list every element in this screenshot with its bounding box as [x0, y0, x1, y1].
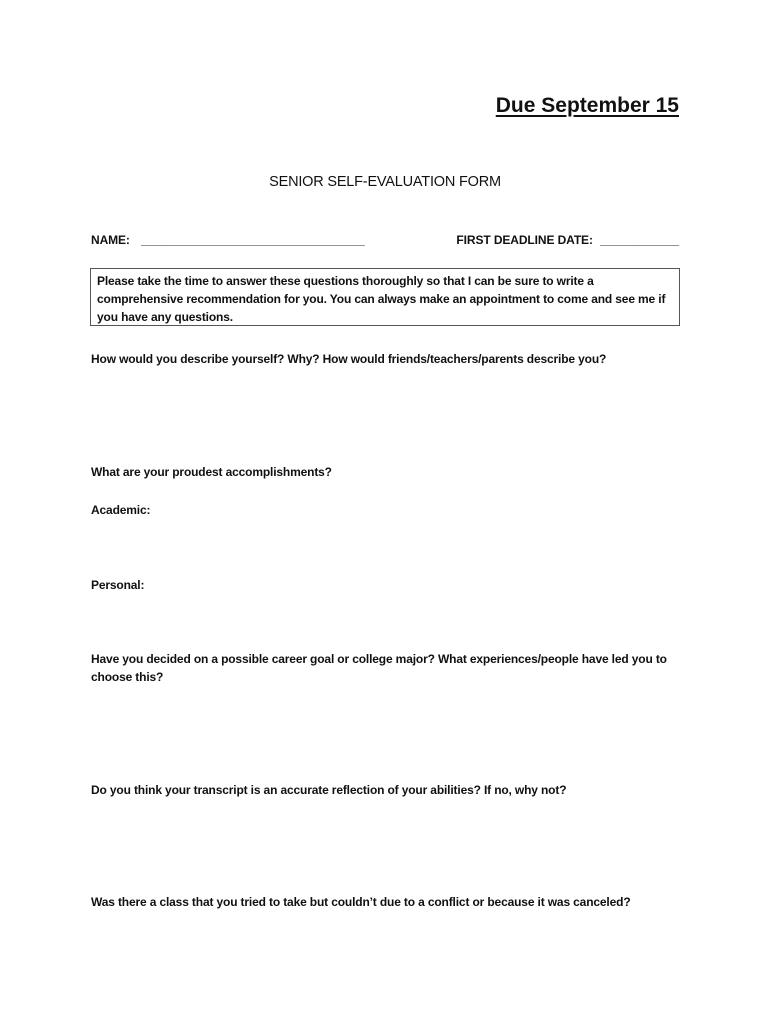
question-describe: How would you describe yourself? Why? How would friends/teachers/parents describe you?	[91, 352, 607, 366]
name-blank: __________________________________	[141, 233, 365, 247]
question-accomplishments: What are your proudest accomplishments?	[91, 465, 332, 479]
instructions-box: Please take the time to answer these questions thoroughly so that I can be sure to write a comprehensive recommendation for you. You can always make an appointment to come and see me if you have any questions.	[90, 268, 680, 326]
question-career: Have you decided on a possible career goal or college major? What experiences/people have led you to choose this?	[91, 652, 667, 684]
name-field	[91, 233, 365, 247]
question-class: Was there a class that you tried to take but couldn’t due to a conflict or because it was canceled?	[91, 895, 631, 909]
form-title: SENIOR SELF-EVALUATION FORM	[269, 174, 501, 190]
label-personal: Personal:	[91, 578, 145, 592]
deadline-label: FIRST DEADLINE DATE:	[456, 233, 593, 247]
deadline-field	[456, 233, 679, 247]
question-transcript: Do you think your transcript is an accurate reflection of your abilities? If no, why not?	[91, 783, 567, 797]
due-date-heading: Due September 15	[495, 94, 679, 117]
label-academic: Academic:	[91, 503, 151, 517]
deadline-blank: ____________	[600, 233, 679, 247]
name-label: NAME:	[91, 233, 130, 247]
